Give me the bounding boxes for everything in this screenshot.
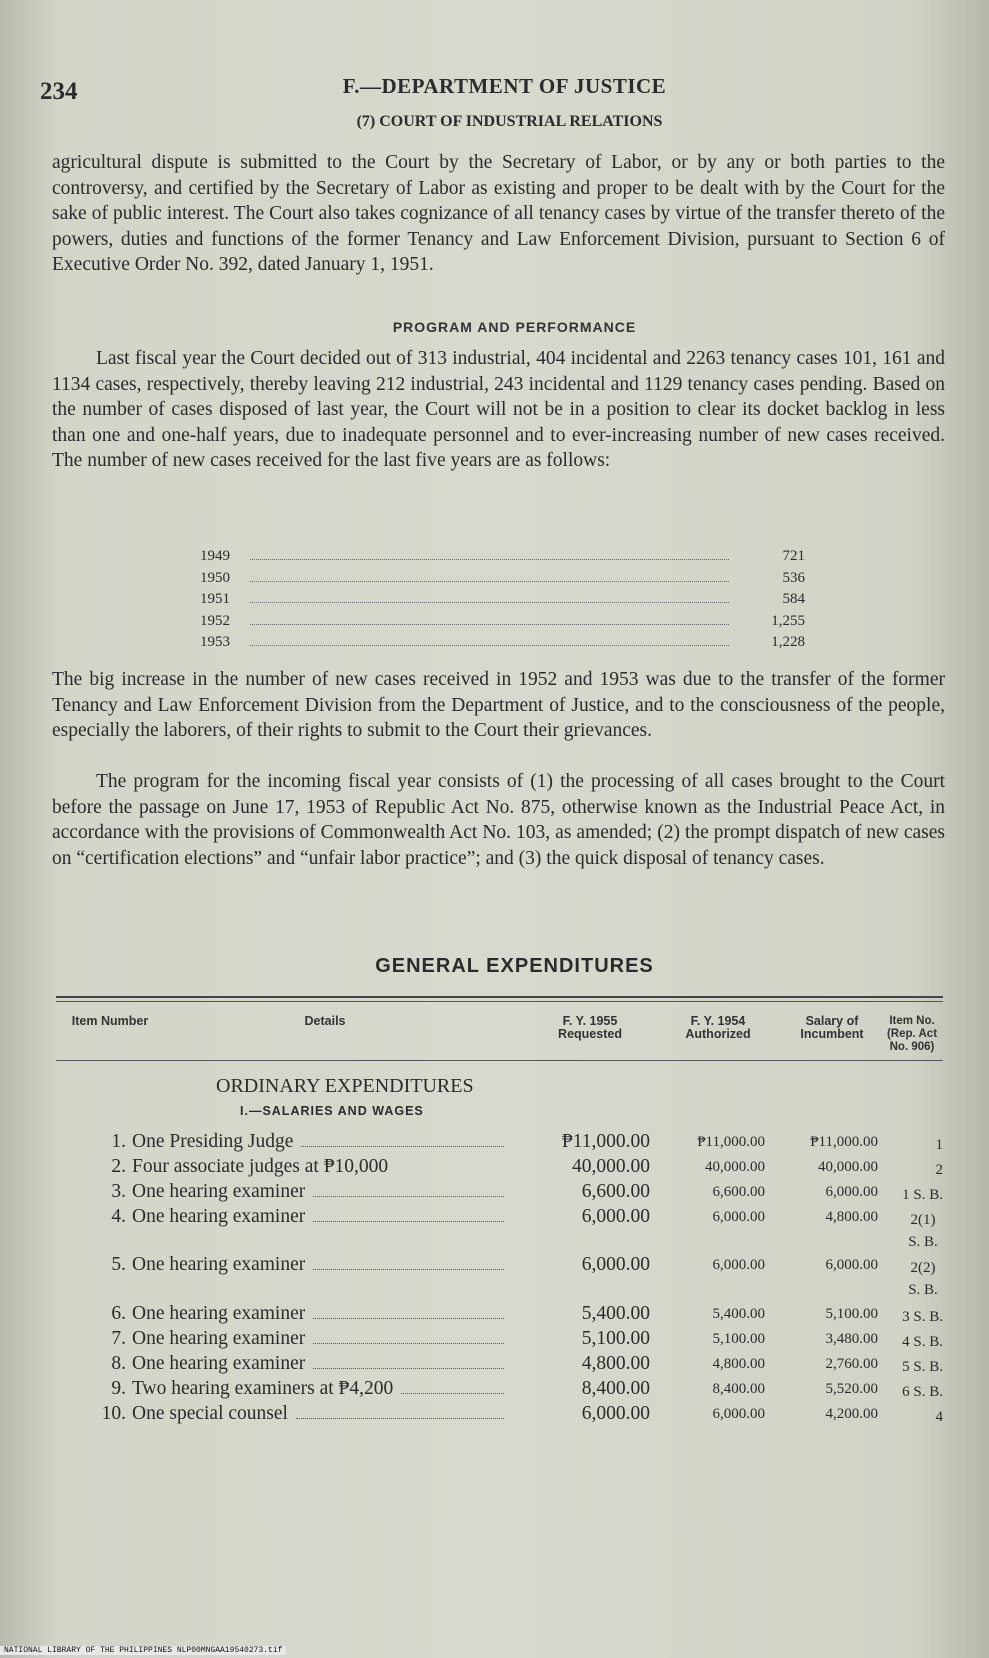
table-row: 9. Two hearing examiners at ₱4,200 8,400.00 8,400.00 5,520.00 6 S. B. (111, 1378, 943, 1400)
table-row: 1. One Presiding Judge ₱11,000.00 ₱11,000.00 ₱11,000.00 1 (111, 1131, 943, 1153)
col-item-number: Item Number (71, 1014, 149, 1028)
col-requested: F. Y. 1955 Requested (558, 1014, 622, 1041)
scan-footer-label: NATIONAL LIBRARY OF THE PHILIPPINES NLP00MNGAA19540273.tif (0, 1646, 286, 1655)
col-salary: Salary of Incumbent (800, 1014, 864, 1041)
table-top-rule (56, 996, 943, 998)
table-row: 4. One hearing examiner 6,000.00 6,000.00 4,800.00 2(1) S. B. (111, 1206, 938, 1250)
list-item: 1953 1,228 (200, 634, 805, 650)
subsection-heading: (7) COURT OF INDUSTRIAL RELATIONS (356, 113, 663, 130)
ordinary-expenditures-heading: ORDINARY EXPENDITURES (216, 1075, 474, 1097)
col-details: Details (304, 1014, 346, 1028)
table-row: 5. One hearing examiner 6,000.00 6,000.00 6,000.00 2(2) S. B. (111, 1254, 938, 1298)
increase-paragraph: The big increase in the number of new cases received in 1952 and 1953 was due to the transfer of the former Tenancy and Law Enforcement Division from the Department of Justice, and to the consciousness of the people, especially the laborers, of their rights to submit to the Court their grievances. (52, 669, 945, 741)
cases-by-year-list (200, 548, 805, 656)
program-heading: PROGRAM AND PERFORMANCE (392, 319, 637, 335)
salaries-heading: I.—SALARIES AND WAGES (240, 1104, 424, 1118)
table-row: 7. One hearing examiner 5,100.00 5,100.00 3,480.00 4 S. B. (111, 1328, 943, 1350)
col-item-no: Item No. (Rep. Act No. 906) (886, 1015, 938, 1053)
table-row: 3. One hearing examiner 6,600.00 6,600.00 6,000.00 1 S. B. (111, 1181, 943, 1203)
table-row: 6. One hearing examiner 5,400.00 5,400.00 5,100.00 3 S. B. (111, 1303, 943, 1325)
table-row: 10. One special counsel 6,000.00 6,000.00 4,200.00 4 (101, 1403, 943, 1425)
col-authorized: F. Y. 1954 Authorized (685, 1014, 751, 1041)
list-item: 1949 721 (200, 548, 805, 564)
general-expenditures-title: GENERAL EXPENDITURES (375, 955, 654, 977)
table-top-rule-thin (56, 1001, 943, 1002)
intro-paragraph: agricultural dispute is submitted to the Court by the Secretary of Labor, or by any or both parties to the controversy, and certified by the Secretary of Labor as existing and proper to be dealt with by the Court for the sake of public interest. The Court also takes cognizance of all tenancy cases by virtue of the transfer thereto of the powers, duties and functions of the former Tenancy and Law Enforcement Division, pursuant to Section 6 of Executive Order No. 392, dated January 1, 1951. (52, 152, 945, 275)
list-item: 1951 584 (200, 591, 805, 607)
list-item: 1952 1,255 (200, 612, 805, 629)
list-item: 1950 536 (200, 569, 805, 586)
incoming-program-paragraph: The program for the incoming fiscal year consists of (1) the processing of all cases brought to the Court before the passage on June 17, 1953 of Republic Act No. 875, otherwise known as the Industrial Peace Act, in accordance with the provisions of Commonwealth Act No. 103, as amended; (2) the prompt dispatch of new cases on “certification elections” and “unfair labor practice”; and (3) the quick disposal of tenancy cases. (52, 771, 945, 869)
page-number: 234 (40, 78, 78, 105)
table-header-rule (56, 1060, 943, 1061)
table-row: 2. Four associate judges at ₱10,000 40,000.00 40,000.00 40,000.00 2 (111, 1156, 943, 1178)
program-paragraph: Last fiscal year the Court decided out of 313 industrial, 404 incidental and 2263 tenancy cases 101, 161 and 1134 cases, respectively, thereby leaving 212 industrial, 243 incidental and 1129 tenancy cases pending. Based on the number of cases disposed of last year, the Court will not be in a position to clear its docket backlog in less than one and one-half years, due to inadequate personnel and to ever-increasing number of new cases received. The number of new cases received for the last five years are as follows: (52, 348, 945, 471)
department-heading: F.—DEPARTMENT OF JUSTICE (342, 74, 667, 98)
table-row: 8. One hearing examiner 4,800.00 4,800.00 2,760.00 5 S. B. (111, 1353, 943, 1375)
